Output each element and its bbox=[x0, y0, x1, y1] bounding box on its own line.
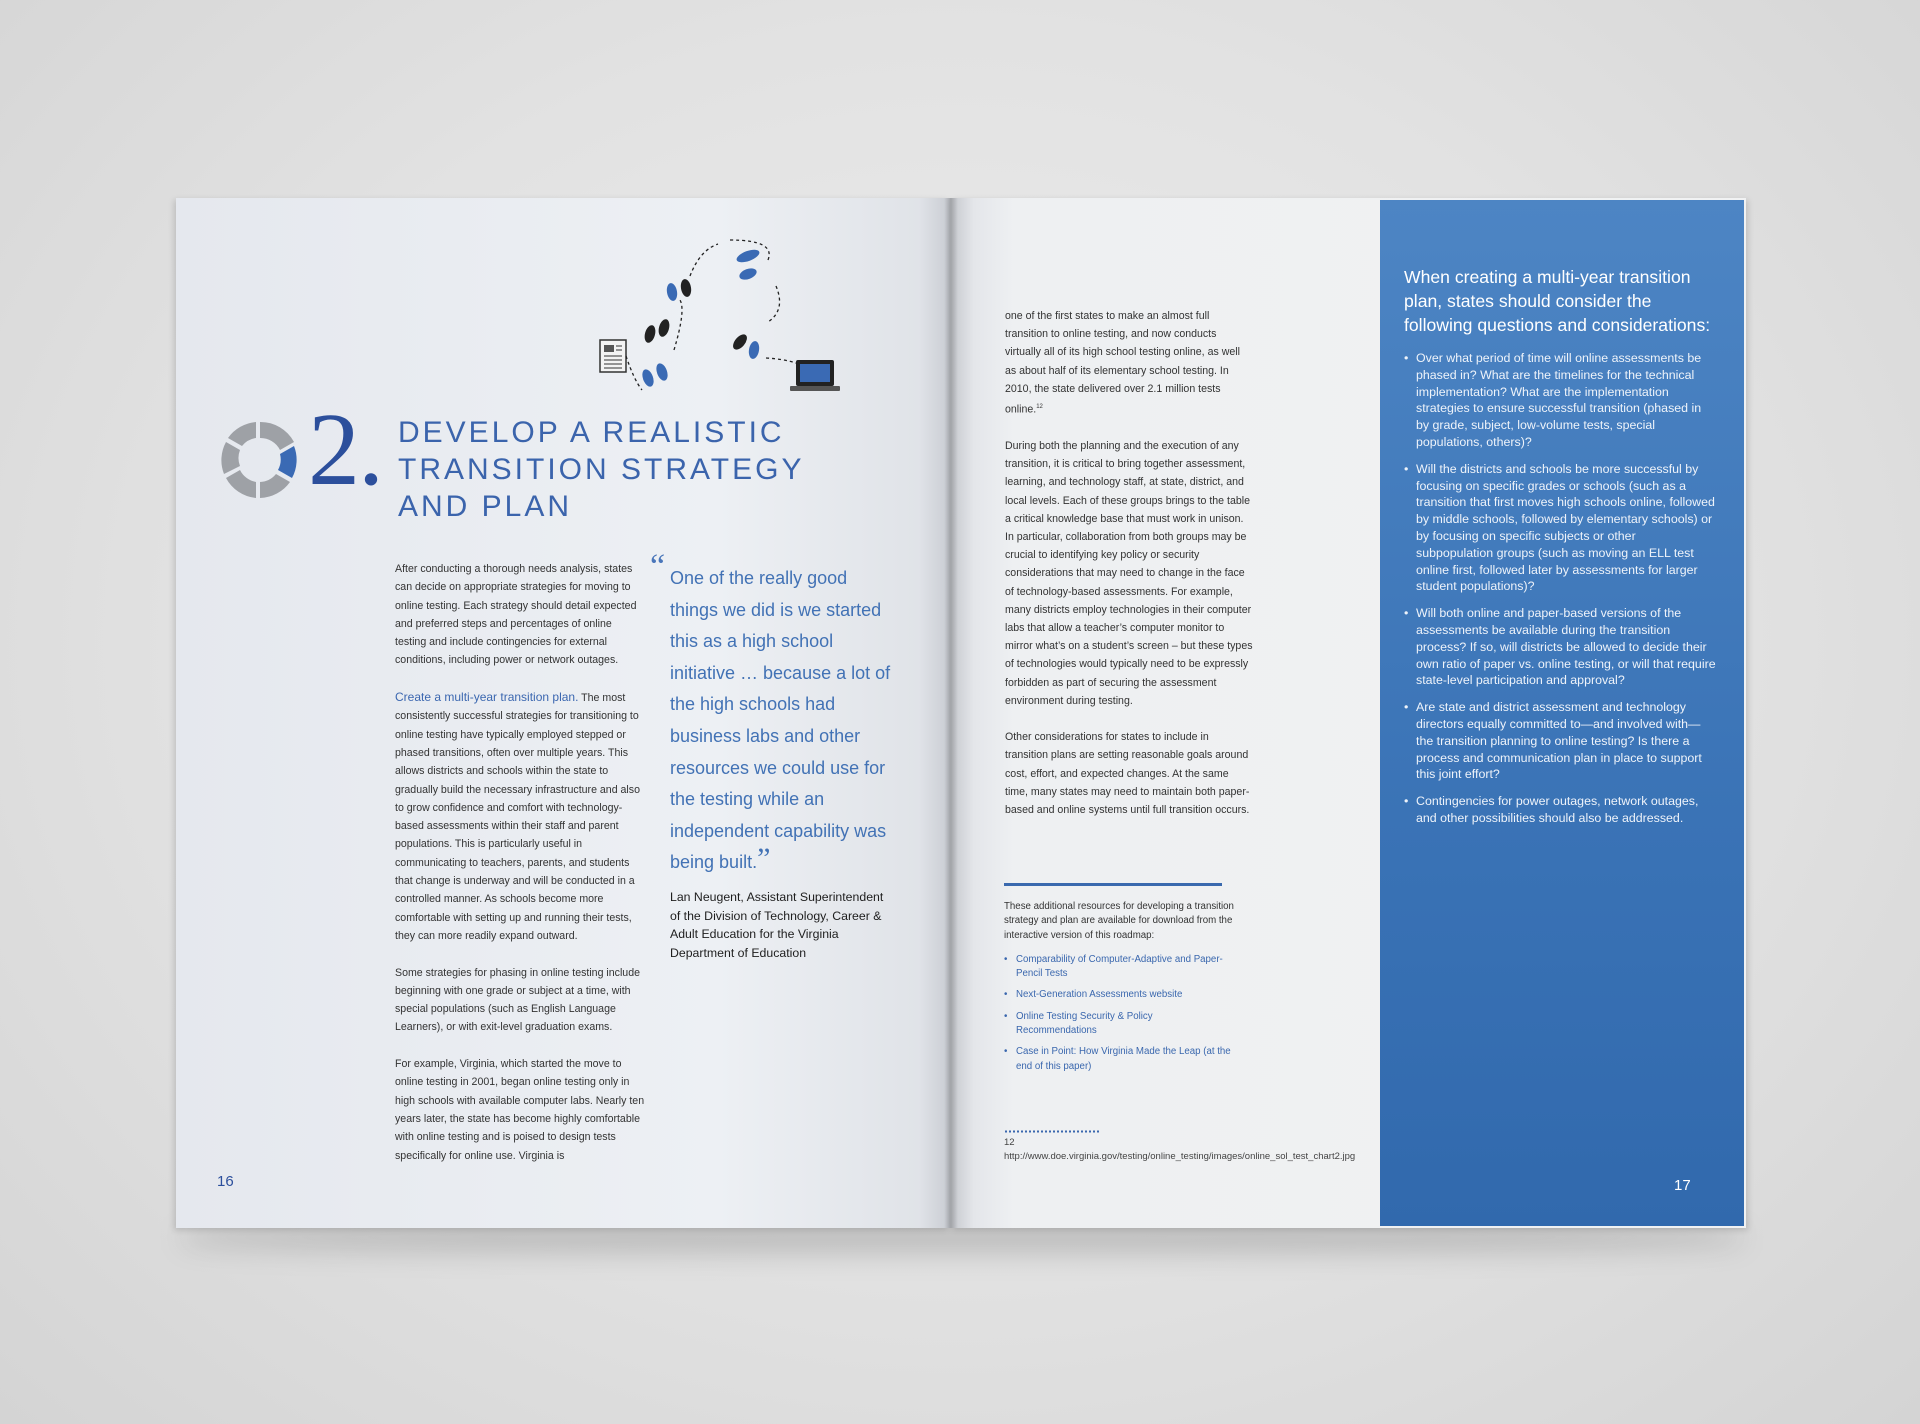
resources-box bbox=[1004, 900, 1236, 1081]
resources-list bbox=[1004, 953, 1236, 1074]
dotted-rule bbox=[1004, 1130, 1100, 1133]
panel-item: • Contingencies for power outages, network outages, and other possibilities should also be addressed. bbox=[1404, 793, 1716, 827]
resource-link[interactable]: • Case in Point: How Virginia Made the Leap (at the end of this paper) bbox=[1004, 1045, 1236, 1074]
panel-item: • Will both online and paper-based versions of the assessments be available during the transition process? If so, will districts be allowed to decide their own ratio of paper vs. online testing, or will that require state-level participation and approval? bbox=[1404, 605, 1716, 689]
panel-item: • Will the districts and schools be more successful by focusing on specific grades or schools (such as a transition that first moves high schools online, followed by middle schools, followed by elementary schools) or by focusing on specific subjects or other subpopulation groups (such as moving an ELL test online first, followed later by assessments for larger student populations)? bbox=[1404, 461, 1716, 595]
resource-link[interactable]: • Online Testing Security & Policy Recommendations bbox=[1004, 1010, 1236, 1039]
pull-quote: One of the really good things we did is we started this as a high school initiative … because a lot of the high schools had business labs and other resources we could use for the testing while an independent capability was being built.” bbox=[670, 568, 891, 876]
right-body-text bbox=[1005, 307, 1253, 837]
footprints-icon bbox=[640, 247, 761, 388]
footnote: 12 http://www.doe.virginia.gov/testing/online_testing/images/online_sol_test_chart2.jpg bbox=[1004, 1137, 1356, 1162]
heading-line: DEVELOP A REALISTIC bbox=[398, 416, 785, 449]
spine-fold bbox=[944, 198, 958, 1228]
open-quote-mark: “ bbox=[650, 548, 666, 585]
paragraph: After conducting a thorough needs analysis, states can decide on appropriate strategies for moving to online testing. Each strategy should detail expected and preferred steps and percentages of online testing and include contingencies for external conditions, including power or network outages. bbox=[395, 563, 637, 667]
resources-intro: These additional resources for developing a transition strategy and plan are available for download from the interactive version of this roadmap: bbox=[1004, 901, 1234, 941]
panel-list bbox=[1404, 350, 1716, 837]
close-quote-mark: ” bbox=[757, 842, 771, 876]
heading-line: TRANSITION STRATEGY bbox=[398, 453, 805, 486]
section-number: 2. bbox=[308, 392, 382, 507]
page-number-right: 17 bbox=[1674, 1177, 1691, 1194]
divider-rule bbox=[1004, 883, 1222, 886]
cycle-arrows-icon bbox=[220, 420, 300, 500]
panel-heading: When creating a multi-year transition plan, states should consider the following questions and considerations: bbox=[1404, 267, 1711, 335]
paragraph: one of the first states to make an almost full transition to online testing, and now conducts virtually all of its high school testing online, as well as about half of its elementary school testing. In 2010, the state delivered over 2.1 million tests online.$^{12}$ bbox=[1005, 310, 1240, 416]
resource-link[interactable]: • Comparability of Computer-Adaptive and Paper-Pencil Tests bbox=[1004, 953, 1236, 982]
paragraph: Some strategies for phasing in online testing include beginning with one grade or subject at a time, with special populations (such as English Language Learners), or with exit-level graduation exams. bbox=[395, 966, 640, 1034]
footsteps-illustration bbox=[590, 230, 860, 410]
footnote-ref: 12 bbox=[1036, 404, 1043, 411]
page-number-left: 16 bbox=[217, 1173, 234, 1190]
newspaper-icon bbox=[600, 340, 626, 372]
section-heading bbox=[398, 414, 804, 525]
panel-item: • Over what period of time will online assessments be phased in? What are the timelines for the technical implementation? What are the implementation strategies to ensure successful transition (phased in by grade, subject, low-volume tests, special populations, others)? bbox=[1404, 350, 1716, 451]
laptop-icon bbox=[790, 360, 840, 391]
paragraph: Create a multi-year transition plan. The most consistently successful strategies for transitioning to online testing have typically employed stepped or phased transitions, often over multiple years. This allows districts and schools within the state to gradually build the necessary infrastructure and also to grow confidence and comfort with technology-based assessments within their staff and parent populations. This is particularly useful in communicating to teachers, parents, and students that change is underway and will be conducted in a controlled manner. As schools become more comfortable with setting up and running their tests, they can more readily expand outward. bbox=[395, 690, 640, 942]
heading-line: AND PLAN bbox=[398, 490, 573, 523]
paragraph: During both the planning and the execution of any transition, it is critical to bring together assessment, learning, and technology staff, at state, district, and local levels. Each of these groups brings to the table a critical knowledge base that must work in unison. In particular, collaboration from both groups may be crucial to identifying key policy or security considerations that may need to change in the face of technology-based assessments. For example, many districts employ technologies in their computer labs that allow a teacher’s computer monitor to mirror what’s on a student’s screen – but these types of technologies would typically need to be expressly forbidden as part of securing the assessment environment during testing. bbox=[1005, 439, 1253, 707]
left-body-text bbox=[395, 560, 645, 1183]
inline-heading: Create a multi-year transition plan. bbox=[395, 690, 579, 705]
resource-link[interactable]: • Next-Generation Assessments website bbox=[1004, 988, 1236, 1002]
panel-item: • Are state and district assessment and technology directors equally committed to—and involved with—the transition planning to online testing? Is there a process and communication plan in place to support this joint effort? bbox=[1404, 699, 1716, 783]
quote-attribution: Lan Neugent, Assistant Superintendent of the Division of Technology, Career & Adult Education for the Virginia Department of Education bbox=[670, 890, 884, 960]
paragraph: For example, Virginia, which started the move to online testing in 2001, began online testing only in high schools with available computer labs. Nearly ten years later, the state has become highly comfortable with online testing and is poised to design tests specifically for online use. Virginia is bbox=[395, 1058, 645, 1162]
paragraph: Other considerations for states to include in transition plans are setting reasonable goals around cost, effort, and expected changes. At the same time, many states may need to maintain both paper-based and online systems until full transition occurs. bbox=[1005, 731, 1250, 816]
